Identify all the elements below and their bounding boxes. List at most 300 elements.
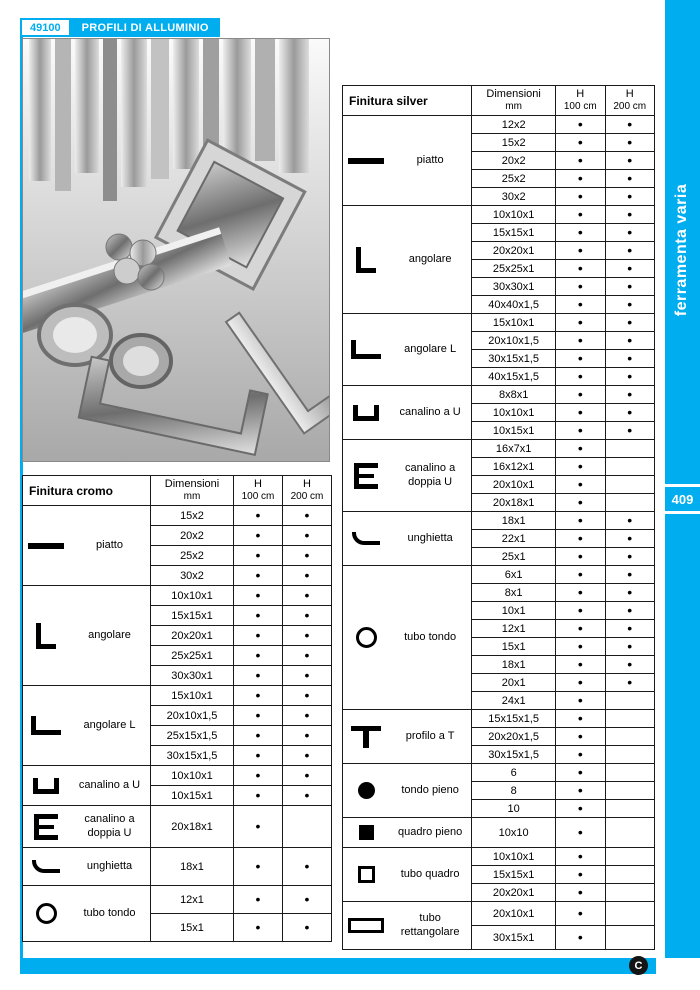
availability-dot: •	[627, 188, 633, 204]
h100-cell	[556, 848, 605, 866]
availability-dot: •	[577, 386, 583, 402]
availability-dot: •	[577, 674, 583, 690]
dimension-value: 10	[472, 800, 556, 818]
dimension-value: 25x25x1	[472, 260, 556, 278]
availability-dot: •	[627, 566, 633, 582]
dimension-value: 15x15x1,5	[472, 710, 556, 728]
dimension-value: 15x15x1	[472, 224, 556, 242]
h200-cell	[283, 686, 332, 706]
table-row	[343, 764, 655, 782]
product-photo	[22, 38, 330, 462]
h200-cell	[605, 314, 655, 332]
doppiaU-icon	[34, 814, 58, 840]
availability-dot: •	[627, 674, 633, 690]
h100-cell	[556, 278, 605, 296]
availability-dot: •	[577, 692, 583, 708]
dimension-value: 18x1	[472, 512, 556, 530]
availability-dot: •	[255, 919, 261, 935]
tuboTondo-icon	[356, 627, 377, 648]
availability-dot: •	[577, 296, 583, 312]
availability-dot: •	[577, 620, 583, 636]
tondoPieno-icon	[358, 782, 375, 799]
h100-cell	[234, 848, 283, 886]
table-row	[23, 806, 332, 848]
h200-cell	[605, 422, 655, 440]
availability-dot: •	[627, 296, 633, 312]
h200-cell	[283, 526, 332, 546]
h200-cell	[605, 710, 655, 728]
availability-dot: •	[255, 507, 261, 523]
dimension-value: 25x2	[151, 546, 234, 566]
h100-cell	[556, 206, 605, 224]
profile-label: unghietta	[86, 859, 133, 872]
availability-dot: •	[577, 638, 583, 654]
h100-cell	[556, 746, 605, 764]
h100-cell	[234, 746, 283, 766]
dimension-value: 20x10x1,5	[151, 706, 234, 726]
aluminium-profiles-illustration	[23, 39, 330, 462]
availability-dot: •	[255, 767, 261, 783]
h100-cell	[556, 368, 605, 386]
availability-dot: •	[627, 620, 633, 636]
table-row	[23, 506, 332, 526]
profile-cell	[343, 710, 472, 764]
h100-cell	[234, 586, 283, 606]
profile-label: angolare L	[404, 342, 457, 355]
h200-cell	[605, 638, 655, 656]
h100-cell	[234, 546, 283, 566]
availability-dot: •	[577, 584, 583, 600]
profile-cell	[343, 386, 472, 440]
profile-cell	[343, 206, 472, 314]
availability-dot: •	[577, 152, 583, 168]
h200-cell	[605, 818, 655, 848]
angolareL-icon	[351, 340, 381, 359]
availability-dot: •	[627, 350, 633, 366]
availability-dot: •	[577, 170, 583, 186]
h100-cell	[556, 404, 605, 422]
h200-cell	[605, 332, 655, 350]
availability-dot: •	[577, 278, 583, 294]
side-category-bar	[665, 0, 700, 958]
dimension-value: 10x15x1	[151, 786, 234, 806]
availability-dot: •	[577, 494, 583, 510]
availability-dot: •	[304, 727, 310, 743]
bottom-bar	[20, 958, 656, 974]
dimension-value: 6	[472, 764, 556, 782]
availability-dot: •	[255, 567, 261, 583]
h100-cell	[556, 530, 605, 548]
availability-dot: •	[577, 314, 583, 330]
availability-dot: •	[627, 548, 633, 564]
dimension-value: 12x1	[472, 620, 556, 638]
h200-cell	[283, 706, 332, 726]
h200-cell	[283, 786, 332, 806]
tuboRett-icon	[348, 918, 384, 933]
canalinoU-icon	[353, 405, 379, 421]
availability-dot: •	[577, 746, 583, 762]
finish-label: Finitura cromo	[23, 476, 151, 506]
availability-dot: •	[577, 458, 583, 474]
availability-dot: •	[304, 567, 310, 583]
publisher-logo-icon: C	[629, 956, 648, 975]
dimension-value: 10x10x1	[151, 766, 234, 786]
h200-cell	[283, 766, 332, 786]
h200-cell	[605, 224, 655, 242]
availability-dot: •	[577, 782, 583, 798]
profile-label: quadro pieno	[398, 825, 463, 838]
table-row	[343, 116, 655, 134]
h100-cell	[234, 566, 283, 586]
h200-cell	[605, 386, 655, 404]
profile-cell	[343, 764, 472, 818]
h100-cell	[234, 506, 283, 526]
availability-dot: •	[577, 764, 583, 780]
h100-cell	[234, 646, 283, 666]
h100-cell	[556, 494, 605, 512]
dimension-value: 20x20x1	[472, 884, 556, 902]
h200-cell	[605, 206, 655, 224]
angolare-icon	[356, 247, 376, 273]
availability-dot: •	[627, 386, 633, 402]
availability-dot: •	[304, 687, 310, 703]
angolareL-icon	[31, 716, 61, 735]
h200-cell	[283, 666, 332, 686]
profile-label: tondo pieno	[401, 783, 459, 796]
profile-cell	[343, 848, 472, 902]
finish-label: Finitura silver	[343, 86, 472, 116]
availability-dot: •	[255, 891, 261, 907]
dimension-value: 15x1	[151, 914, 234, 942]
profile-label: tubo quadro	[400, 867, 460, 880]
h200-cell	[283, 506, 332, 526]
h200-cell	[605, 728, 655, 746]
profile-cell	[343, 818, 472, 848]
availability-dot: •	[577, 440, 583, 456]
h200-cell	[605, 476, 655, 494]
dimension-value: 18x1	[151, 848, 234, 886]
dimension-value: 20x20x1,5	[472, 728, 556, 746]
h200-cell	[605, 848, 655, 866]
table-row	[23, 848, 332, 886]
dimension-value: 30x2	[151, 566, 234, 586]
h100-cell	[556, 332, 605, 350]
dimension-value: 40x40x1,5	[472, 296, 556, 314]
h100-cell	[556, 512, 605, 530]
availability-dot: •	[577, 656, 583, 672]
availability-dot: •	[304, 891, 310, 907]
availability-dot: •	[627, 404, 633, 420]
h100-cell	[556, 188, 605, 206]
h100-cell	[234, 706, 283, 726]
h100-cell	[556, 458, 605, 476]
availability-dot: •	[577, 710, 583, 726]
dimension-value: 6x1	[472, 566, 556, 584]
availability-dot: •	[577, 350, 583, 366]
table-row	[23, 886, 332, 914]
profile-label: canalino a U	[78, 778, 141, 791]
dimension-value: 15x15x1	[151, 606, 234, 626]
availability-dot: •	[304, 667, 310, 683]
h200-cell	[283, 606, 332, 626]
side-category-label: ferramenta varia	[673, 183, 690, 317]
h100-cell	[234, 886, 283, 914]
h200-cell	[605, 512, 655, 530]
h100-cell	[556, 884, 605, 902]
h100-cell	[556, 152, 605, 170]
finitura-cromo-table-wrap	[22, 475, 330, 942]
availability-dot: •	[577, 404, 583, 420]
h100-cell	[556, 260, 605, 278]
h100-cell	[234, 726, 283, 746]
profile-cell	[343, 512, 472, 566]
availability-dot: •	[627, 530, 633, 546]
availability-dot: •	[577, 884, 583, 900]
dimension-value: 10x10x1	[151, 586, 234, 606]
dimension-value: 20x18x1	[472, 494, 556, 512]
h200-cell	[605, 926, 655, 950]
table-row	[343, 902, 655, 926]
h200-cell	[605, 764, 655, 782]
dimension-value: 12x2	[472, 116, 556, 134]
dimension-value: 18x1	[472, 656, 556, 674]
dimension-value: 22x1	[472, 530, 556, 548]
h100-cell	[234, 666, 283, 686]
profile-cell	[23, 848, 151, 886]
availability-dot: •	[577, 422, 583, 438]
h100-cell	[556, 584, 605, 602]
profile-cell	[343, 440, 472, 512]
availability-dot: •	[627, 314, 633, 330]
dimension-value: 30x2	[472, 188, 556, 206]
h100-cell	[556, 350, 605, 368]
h100-cell	[556, 656, 605, 674]
availability-dot: •	[627, 242, 633, 258]
h200-cell	[605, 368, 655, 386]
canalinoU-icon	[33, 778, 59, 794]
h200-cell	[605, 188, 655, 206]
h100-cell	[234, 766, 283, 786]
availability-dot: •	[577, 242, 583, 258]
h200-cell	[605, 902, 655, 926]
availability-dot: •	[304, 547, 310, 563]
h200-cell	[605, 116, 655, 134]
h200-cell	[605, 296, 655, 314]
dimension-value: 40x15x1,5	[472, 368, 556, 386]
availability-dot: •	[255, 727, 261, 743]
h100-cell	[556, 800, 605, 818]
availability-dot: •	[304, 919, 310, 935]
h200-cell	[605, 800, 655, 818]
availability-dot: •	[627, 170, 633, 186]
page-number: 409	[665, 487, 700, 511]
h100-cell	[556, 440, 605, 458]
h200-cell	[605, 152, 655, 170]
page-header	[20, 18, 220, 37]
h200-cell	[605, 656, 655, 674]
finitura-silver-table	[342, 85, 655, 950]
availability-dot: •	[577, 260, 583, 276]
dimension-value: 30x15x1,5	[151, 746, 234, 766]
quadroPieno-icon	[359, 825, 374, 840]
h200-cell	[605, 458, 655, 476]
unghietta-icon	[32, 860, 60, 873]
profile-label: angolare	[408, 252, 452, 265]
dimension-value: 25x2	[472, 170, 556, 188]
table-row	[343, 314, 655, 332]
h200-cell	[605, 746, 655, 764]
dimension-value: 20x10x1	[472, 902, 556, 926]
h200-cell	[283, 546, 332, 566]
h100-cell	[556, 296, 605, 314]
availability-dot: •	[304, 607, 310, 623]
h100-cell	[556, 386, 605, 404]
table-row	[23, 586, 332, 606]
h200-cell	[605, 866, 655, 884]
h200-cell	[283, 586, 332, 606]
h200-cell	[605, 548, 655, 566]
h200-cell	[605, 440, 655, 458]
availability-dot: •	[627, 206, 633, 222]
dimension-value: 8x1	[472, 584, 556, 602]
availability-dot: •	[304, 527, 310, 543]
h200-cell	[605, 602, 655, 620]
h200-cell	[605, 620, 655, 638]
h100-cell	[556, 314, 605, 332]
availability-dot: •	[255, 547, 261, 563]
h200-cell	[605, 278, 655, 296]
table-row	[343, 710, 655, 728]
profile-label: angolare	[88, 628, 131, 641]
availability-dot: •	[255, 527, 261, 543]
h100-cell	[556, 170, 605, 188]
dimension-value: 30x30x1	[472, 278, 556, 296]
h100-cell	[556, 866, 605, 884]
h100-cell	[556, 134, 605, 152]
profile-label: tubo rettangolare	[400, 912, 460, 938]
profile-label: tubo tondo	[83, 906, 136, 919]
tuboQuadro-icon	[358, 866, 375, 883]
table-row	[343, 386, 655, 404]
availability-dot: •	[577, 602, 583, 618]
availability-dot: •	[627, 512, 633, 528]
profile-label: canalino a U	[399, 405, 461, 418]
dimension-value: 20x2	[151, 526, 234, 546]
col-h100-header: H 100 cm	[234, 476, 283, 506]
table-row	[23, 686, 332, 706]
profile-label: unghietta	[407, 531, 453, 544]
profile-label: piatto	[96, 538, 123, 551]
h100-cell	[556, 692, 605, 710]
dimension-value: 20x20x1	[472, 242, 556, 260]
finitura-silver-table-wrap	[342, 85, 655, 950]
h100-cell	[556, 548, 605, 566]
h200-cell	[605, 566, 655, 584]
availability-dot: •	[627, 368, 633, 384]
availability-dot: •	[577, 116, 583, 132]
availability-dot: •	[304, 767, 310, 783]
h200-cell	[605, 674, 655, 692]
h200-cell	[283, 646, 332, 666]
dimension-value: 20x10x1,5	[472, 332, 556, 350]
availability-dot: •	[577, 728, 583, 744]
h200-cell	[283, 806, 332, 848]
piatto-icon	[28, 543, 64, 549]
profile-cell	[23, 586, 151, 686]
h200-cell	[283, 848, 332, 886]
dimension-value: 30x30x1	[151, 666, 234, 686]
availability-dot: •	[577, 332, 583, 348]
tuboTondo-icon	[36, 903, 57, 924]
doppiaU-icon	[354, 463, 378, 489]
availability-dot: •	[255, 667, 261, 683]
h100-cell	[234, 686, 283, 706]
dimension-value: 10x10x1	[472, 404, 556, 422]
h100-cell	[556, 710, 605, 728]
availability-dot: •	[627, 116, 633, 132]
finitura-cromo-table	[22, 475, 332, 942]
col-h200-header: H 200 cm	[283, 476, 332, 506]
availability-dot: •	[255, 818, 261, 834]
h100-cell	[556, 602, 605, 620]
availability-dot: •	[577, 800, 583, 816]
h100-cell	[556, 476, 605, 494]
profile-cell	[23, 686, 151, 766]
dimension-value: 15x1	[472, 638, 556, 656]
profile-label: profilo a T	[405, 729, 455, 742]
h200-cell	[605, 782, 655, 800]
dimension-value: 15x15x1	[472, 866, 556, 884]
availability-dot: •	[577, 530, 583, 546]
availability-dot: •	[627, 422, 633, 438]
h200-cell	[283, 626, 332, 646]
availability-dot: •	[577, 206, 583, 222]
profile-cell	[23, 766, 151, 806]
h200-cell	[605, 350, 655, 368]
h200-cell	[605, 884, 655, 902]
availability-dot: •	[304, 747, 310, 763]
dimension-value: 8x8x1	[472, 386, 556, 404]
h200-cell	[605, 134, 655, 152]
availability-dot: •	[304, 787, 310, 803]
h200-cell	[605, 692, 655, 710]
h200-cell	[283, 914, 332, 942]
profile-cell	[23, 886, 151, 942]
availability-dot: •	[255, 858, 261, 874]
h100-cell	[234, 626, 283, 646]
availability-dot: •	[255, 647, 261, 663]
unghietta-icon	[352, 532, 380, 545]
h200-cell	[283, 886, 332, 914]
availability-dot: •	[577, 512, 583, 528]
h100-cell	[234, 786, 283, 806]
availability-dot: •	[304, 507, 310, 523]
dimension-value: 20x2	[472, 152, 556, 170]
h200-cell	[283, 726, 332, 746]
profile-cell	[23, 806, 151, 848]
availability-dot: •	[304, 858, 310, 874]
availability-dot: •	[627, 260, 633, 276]
page-number-wrap	[665, 484, 700, 514]
table-header-row	[343, 86, 655, 116]
h100-cell	[556, 116, 605, 134]
profile-cell	[343, 566, 472, 710]
piatto-icon	[348, 158, 384, 164]
dimension-value: 24x1	[472, 692, 556, 710]
h100-cell	[234, 806, 283, 848]
availability-dot: •	[255, 587, 261, 603]
col-h200-header: H 200 cm	[605, 86, 655, 116]
